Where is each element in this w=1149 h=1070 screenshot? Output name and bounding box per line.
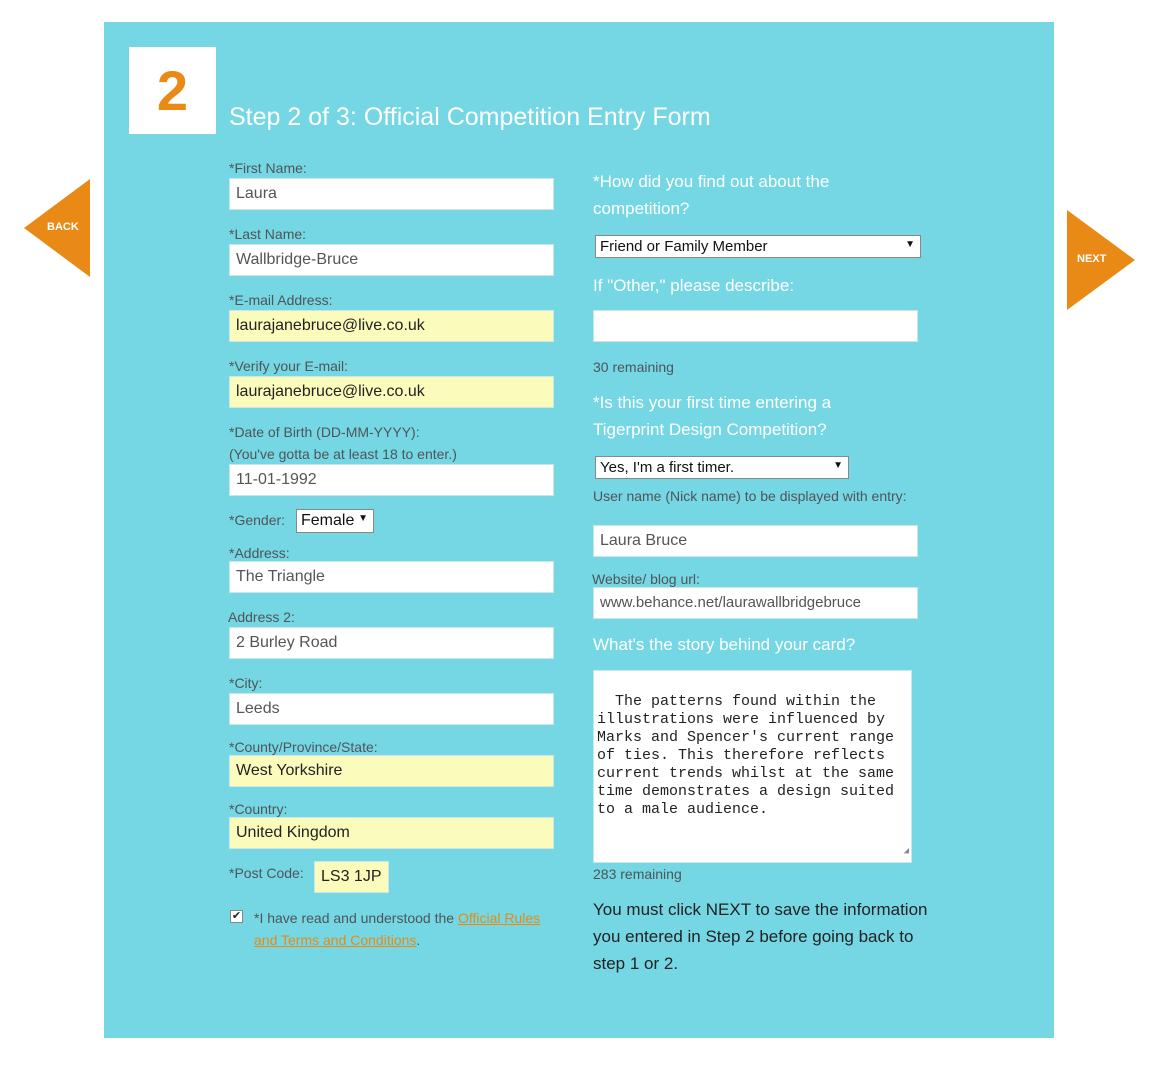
dob-label: *Date of Birth (DD-MM-YYYY): [229, 424, 420, 440]
back-button[interactable] [20, 175, 92, 279]
county-label: *County/Province/State: [229, 739, 378, 755]
dob-input[interactable]: 11-01-1992 [229, 464, 554, 496]
back-label: BACK [47, 221, 79, 233]
city-label: *City: [229, 675, 263, 691]
address2-label: Address 2: [228, 609, 295, 625]
email-label: *E-mail Address: [229, 292, 333, 308]
city-input[interactable]: Leeds [229, 693, 554, 725]
dropdown-arrow-icon: ▼ [905, 239, 915, 250]
found-out-select[interactable] [595, 235, 921, 258]
website-label: Website/ blog url: [592, 571, 700, 587]
first-name-label: *First Name: [229, 160, 307, 176]
resize-handle-icon[interactable]: ◢ [903, 846, 909, 856]
page-title: Step 2 of 3: Official Competition Entry Form [229, 103, 711, 131]
email-input[interactable]: laurajanebruce@live.co.uk [229, 310, 554, 342]
story-remaining: 283 remaining [593, 866, 682, 882]
first-name-input[interactable]: Laura [229, 178, 554, 210]
first-time-value: Yes, I'm a first timer. [600, 459, 735, 476]
website-input[interactable]: www.behance.net/laurawallbridgebruce [593, 587, 918, 619]
terms-label: *I have read and understood the [254, 910, 458, 926]
next-label: NEXT [1077, 253, 1107, 265]
gender-select[interactable] [296, 509, 374, 533]
address-label: *Address: [229, 545, 290, 561]
postcode-label: *Post Code: [229, 865, 304, 881]
nickname-label: User name (Nick name) to be displayed with entry: [593, 488, 907, 504]
address-input[interactable]: The Triangle [229, 561, 554, 593]
verify-email-label: *Verify your E-mail: [229, 358, 349, 374]
other-label: If "Other," please describe: [593, 276, 795, 295]
dropdown-arrow-icon: ▼ [358, 513, 368, 524]
step-number-badge: 2 [129, 47, 216, 134]
country-label: *Country: [229, 801, 288, 817]
postcode-input[interactable]: LS3 1JP [314, 861, 389, 893]
gender-value: Female [301, 512, 355, 529]
found-out-value: Friend or Family Member [600, 238, 768, 255]
first-time-select[interactable] [595, 456, 849, 479]
terms-link[interactable]: Official Rules and Terms and Conditions [254, 910, 541, 948]
gender-label: *Gender: [229, 512, 286, 528]
terms-text [254, 907, 544, 951]
save-note: You must click NEXT to save the information you entered in Step 2 before going back to step 1 or 2. [593, 900, 928, 973]
dob-sublabel: (You've gotta be at least 18 to enter.) [229, 446, 457, 462]
county-input[interactable]: West Yorkshire [229, 755, 554, 787]
other-remaining: 30 remaining [593, 359, 674, 375]
found-out-label: *How did you find out about the competition? [593, 172, 830, 218]
address2-input[interactable]: 2 Burley Road [229, 627, 554, 659]
first-time-label: *Is this your first time entering a Tigerprint Design Competition? [593, 393, 832, 439]
verify-email-input[interactable]: laurajanebruce@live.co.uk [229, 376, 554, 408]
country-input[interactable]: United Kingdom [229, 817, 554, 849]
last-name-label: *Last Name: [229, 226, 307, 242]
nickname-input[interactable]: Laura Bruce [593, 525, 918, 557]
story-text: The patterns found within the illustrations were influenced by Marks and Spencer's current range of ties. This therefore reflects current trends whilst at the same time demonstrates a design suited to a male audience. [597, 693, 904, 818]
next-button[interactable] [1064, 208, 1138, 312]
dropdown-arrow-icon: ▼ [833, 460, 843, 471]
story-label: What's the story behind your card? [593, 635, 856, 654]
story-textarea[interactable] [593, 670, 912, 863]
other-input[interactable] [593, 310, 918, 342]
last-name-input[interactable]: Wallbridge-Bruce [229, 244, 554, 276]
terms-checkbox[interactable]: ✔ [231, 910, 242, 922]
terms-suffix: . [416, 932, 421, 948]
